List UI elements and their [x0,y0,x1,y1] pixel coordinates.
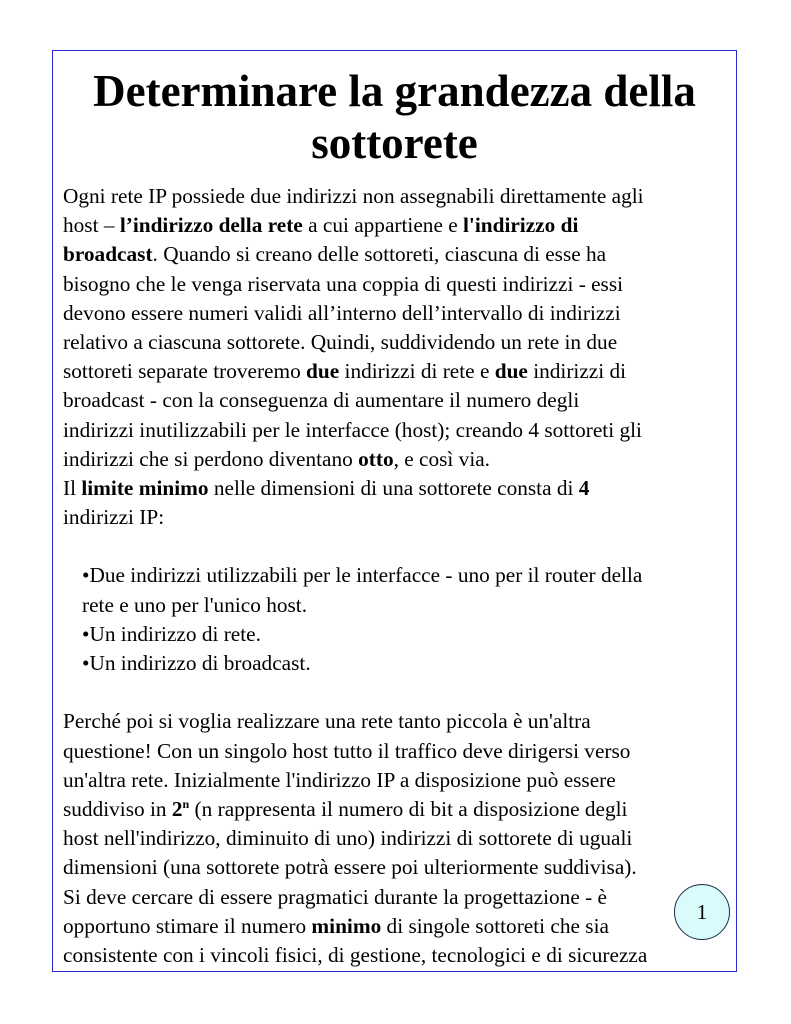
bullet-item [63,620,735,649]
text-span: opportuno stimare il numero [63,913,312,938]
text-line [63,766,735,795]
page-title [53,65,736,169]
text-span: •Un indirizzo di rete. [82,621,261,646]
text-span: dimensioni (una sottorete potrà essere poi ulteriormente suddivisa). [63,855,637,880]
text-span: sottoreti separate troveremo [63,359,307,384]
text-line [63,707,735,736]
text-span: devono essere numeri validi all’interno dell’intervallo di indirizzi [63,300,621,325]
title-line-2: sottorete [311,118,478,168]
text-line [63,240,735,269]
text-line [63,211,735,240]
text-span: host – [63,213,120,238]
text-line [63,824,735,853]
bold-term-broadcast-address: l'indirizzo di [463,213,579,238]
text-line [63,182,735,211]
text-span: di singole sottoreti che sia [381,913,609,938]
text-line [63,912,735,941]
text-line [63,883,735,912]
text-span: Si deve cercare di essere pragmatici durante la progettazione - è [63,884,607,909]
text-line [63,795,735,824]
slide-frame [52,50,737,972]
superscript-n: n [182,796,190,811]
text-line [63,270,735,299]
text-span: nelle dimensioni di una sottorete consta di [208,475,579,500]
bullet-item [63,561,735,590]
page-number: 1 [696,899,708,924]
text-span: •Due indirizzi utilizzabili per le interfacce - uno per il router della [82,563,643,588]
text-line [63,299,735,328]
text-line [63,445,735,474]
text-span: Ogni rete IP possiede due indirizzi non assegnabili direttamente agli [63,184,644,208]
text-line [63,941,735,970]
text-span: indirizzi di [527,359,627,384]
bold-term-broadcast: broadcast [63,242,153,267]
text-span: un'altra rete. Inizialmente l'indirizzo IP a disposizione può essere [63,767,616,792]
text-span: broadcast - con la conseguenza di aumentare il numero degli [63,388,580,413]
text-span: bisogno che le venga riservata una coppia di questi indirizzi - essi [63,271,624,296]
bullet-item [63,649,735,678]
bullet-item-continuation [63,591,735,620]
text-line [63,853,735,882]
text-span: rete e uno per l'unico host. [82,592,308,617]
bold-term-2: 2 [171,796,183,821]
body-text [63,182,735,970]
text-span: indirizzi inutilizzabili per le interfacce (host); creando 4 sottoreti gli [63,417,642,442]
text-span: Perché poi si voglia realizzare una rete tanto piccola è un'altra [63,709,591,734]
text-line [63,737,735,766]
text-span: consistente con i vincoli fisici, di gestione, tecnologici e di sicurezza [63,942,648,967]
text-line [63,503,735,532]
text-line [63,357,735,386]
text-span: host nell'indirizzo, diminuito di uno) indirizzi di sottorete di uguali [63,826,633,851]
bold-term-minimo: minimo [311,913,382,938]
text-span: indirizzi che si perdono diventano [63,446,359,471]
text-line [63,474,735,503]
blank-line [63,678,735,707]
text-line [63,328,735,357]
bold-term-4: 4 [578,475,590,500]
text-span: suddiviso in [63,796,172,821]
text-span: . Quando si creano delle sottoreti, ciascuna di esse ha [152,242,607,267]
bold-term-network-address: l’indirizzo della rete [119,213,303,238]
text-line [63,386,735,415]
bold-term-limite-minimo: limite minimo [81,475,209,500]
blank-line [63,532,735,561]
text-span: relativo a ciascuna sottorete. Quindi, suddividendo un rete in due [63,329,618,354]
text-span: a cui appartiene e [302,213,463,238]
text-line [63,416,735,445]
text-span: Il [63,475,82,500]
text-span: (n rappresenta il numero di bit a disposizione degli [189,796,628,821]
text-span: indirizzi di rete e [339,359,495,384]
text-span: indirizzi IP: [63,505,165,530]
text-span: questione! Con un singolo host tutto il traffico deve dirigersi verso [63,738,631,763]
text-span: •Un indirizzo di broadcast. [82,651,311,675]
bold-term-otto: otto [358,446,394,471]
title-line-1: Determinare la grandezza della [93,66,696,116]
bold-term-due: due [306,359,340,384]
page-number-badge [674,884,730,940]
text-span: , e così via. [393,446,491,471]
bold-term-due: due [494,359,528,384]
